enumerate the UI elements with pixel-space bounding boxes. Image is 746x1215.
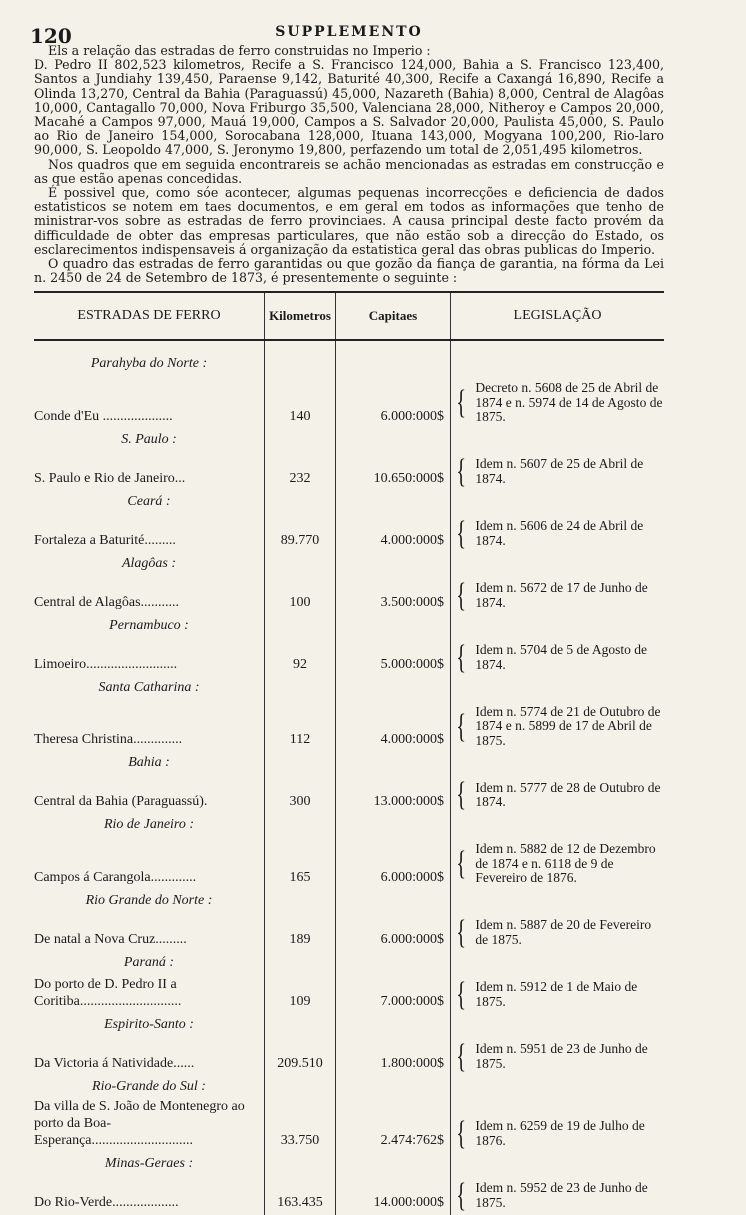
table-row xyxy=(34,637,664,677)
section-row xyxy=(34,752,664,774)
empty-cell xyxy=(336,491,451,513)
railway-name-cell xyxy=(34,575,265,615)
capital-cell: 3.500:000$ xyxy=(336,575,451,615)
empty-cell xyxy=(265,429,336,451)
railway-name-cell xyxy=(34,1175,265,1215)
province-label: Alagôas : xyxy=(121,555,177,571)
empty-cell xyxy=(336,752,451,774)
legislation-cell xyxy=(451,974,665,1014)
empty-cell xyxy=(451,553,665,575)
paragraph: O quadro das estradas de ferro garantidas ou que gozão da fiança de garantia, na fórma da Lei n. 2450 de 24 de Setembro de 1873, é presentemente o seguinte : xyxy=(34,256,664,286)
table-body xyxy=(34,340,664,1215)
legislation-text: Idem n. 5882 de 12 de Dezembro de 1874 e n. 6118 de 9 de Fevereiro de 1876. xyxy=(475,841,656,886)
brace-icon: { xyxy=(456,1176,467,1214)
page-header xyxy=(30,22,664,48)
empty-cell xyxy=(451,491,665,513)
empty-cell xyxy=(265,952,336,974)
capital-cell: 13.000:000$ xyxy=(336,774,451,814)
section-row xyxy=(34,677,664,699)
empty-cell xyxy=(336,1153,451,1175)
railway-name-cell xyxy=(34,1098,265,1153)
province-label: Rio-Grande do Sul : xyxy=(92,1078,206,1094)
railway-name: Theresa Christina.............. xyxy=(34,732,183,748)
railway-name: Do porto de D. Pedro II a Coritiba............................. xyxy=(34,976,182,1009)
legislation xyxy=(451,375,664,429)
section-row xyxy=(34,1014,664,1036)
empty-cell xyxy=(265,752,336,774)
km-cell: 300 xyxy=(265,774,336,814)
page-number: 120 xyxy=(30,24,72,48)
railway-name: Limoeiro.......................... xyxy=(34,656,178,672)
empty-cell xyxy=(451,1014,665,1036)
province-label: Minas-Geraes : xyxy=(104,1155,194,1171)
empty-cell xyxy=(265,814,336,836)
province-label: Santa Catharina : xyxy=(98,679,200,695)
empty-cell xyxy=(265,1014,336,1036)
legislation-text: Idem n. 5704 de 5 de Agosto de 1874. xyxy=(475,642,648,672)
province-label: Pernambuco : xyxy=(109,617,189,633)
empty-cell xyxy=(451,429,665,451)
province-label: Bahia : xyxy=(128,755,170,771)
table-row xyxy=(34,575,664,615)
legislation-text: Idem n. 5777 de 28 de Outubro de 1874. xyxy=(475,779,661,810)
railway-name: S. Paulo e Rio de Janeiro... xyxy=(34,470,186,486)
province-label: Parahyba do Norte : xyxy=(90,356,208,372)
table-row xyxy=(34,912,664,952)
railway-name: Campos á Carangola............. xyxy=(34,869,197,885)
empty-cell xyxy=(336,890,451,912)
km-cell: 112 xyxy=(265,699,336,753)
empty-cell xyxy=(451,677,665,699)
railways-table xyxy=(34,291,664,1215)
section-row xyxy=(34,1153,664,1175)
km-cell: 89.770 xyxy=(265,513,336,553)
empty-cell xyxy=(265,677,336,699)
brace-icon: { xyxy=(456,1037,467,1075)
table-row xyxy=(34,1098,664,1153)
brace-icon: { xyxy=(456,638,467,676)
legislation xyxy=(451,451,664,491)
km-cell: 92 xyxy=(265,637,336,677)
km-cell: 140 xyxy=(265,375,336,429)
legislation-text: Idem n. 5672 de 17 de Junho de 1874. xyxy=(475,580,648,610)
railway-name: Da villa de S. João de Montenegro ao porto da Boa-Esperança............................. xyxy=(34,1098,245,1148)
legislation-text: Idem n. 5774 de 21 de Outubro de 1874 e n. 5899 de 17 de Abril de 1875. xyxy=(475,703,661,748)
table-row xyxy=(34,451,664,491)
empty-cell xyxy=(336,677,451,699)
legislation-cell xyxy=(451,637,665,677)
legislation-text: Idem n. 5607 de 25 de Abril de 1874. xyxy=(475,456,644,486)
empty-cell xyxy=(451,890,665,912)
province-label: Ceará : xyxy=(127,493,171,509)
railway-name-cell xyxy=(34,912,265,952)
section-row xyxy=(34,553,664,575)
legislation-cell xyxy=(451,912,665,952)
km-cell: 232 xyxy=(265,451,336,491)
empty-cell xyxy=(336,814,451,836)
table-row xyxy=(34,375,664,429)
brace-icon: { xyxy=(456,707,467,745)
railway-name-cell xyxy=(34,699,265,753)
legislation-cell xyxy=(451,451,665,491)
capital-cell: 4.000:000$ xyxy=(336,699,451,753)
empty-cell xyxy=(336,615,451,637)
railway-name-cell xyxy=(34,1036,265,1076)
empty-cell xyxy=(451,814,665,836)
legislation xyxy=(451,637,664,677)
legislation xyxy=(451,912,664,952)
railway-name: De natal a Nova Cruz......... xyxy=(34,931,187,947)
prose-block xyxy=(34,44,664,285)
km-cell: 109 xyxy=(265,974,336,1014)
table-row xyxy=(34,774,664,814)
empty-cell xyxy=(451,1153,665,1175)
province-label: Rio Grande do Norte : xyxy=(85,892,213,908)
legislation-text: Decreto n. 5608 de 25 de Abril de 1874 e n. 5974 de 14 de Agosto de 1875. xyxy=(475,380,663,425)
km-cell: 163.435 xyxy=(265,1175,336,1215)
legislation-text: Idem n. 5951 de 23 de Junho de 1875. xyxy=(475,1041,648,1071)
legislation-text: Idem n. 5912 de 1 de Maio de 1875. xyxy=(475,979,638,1009)
empty-cell xyxy=(451,952,665,974)
table-row xyxy=(34,1036,664,1076)
paragraph: É possivel que, como sóe acontecer, algumas pequenas incorrecções e deficiencia de dados estatisticos se notem em taes documentos, e em geral em todos as informações que tenho de ministrar-vos sobre as estradas de ferro provinciaes. A causa principal deste facto provém da difficuldade de obter das empresas particulares, que não estão sob a direcção do Estado, os esclarecimentos indispensaveis á organização da estatistica geral das obras publicas do Imperio. xyxy=(34,185,664,257)
empty-cell xyxy=(265,553,336,575)
capital-cell: 7.000:000$ xyxy=(336,974,451,1014)
capital-cell: 6.000:000$ xyxy=(336,912,451,952)
legislation xyxy=(451,575,664,615)
legislation xyxy=(451,513,664,553)
section-row xyxy=(34,890,664,912)
empty-cell xyxy=(336,429,451,451)
capital-cell: 4.000:000$ xyxy=(336,513,451,553)
railway-name-cell xyxy=(34,836,265,890)
legislation xyxy=(451,836,664,890)
legislation xyxy=(451,1113,664,1153)
legislation-cell xyxy=(451,513,665,553)
document-page xyxy=(30,22,664,1215)
table-row xyxy=(34,974,664,1014)
brace-icon: { xyxy=(456,845,467,883)
province-label: Rio de Janeiro : xyxy=(103,817,195,833)
km-cell: 189 xyxy=(265,912,336,952)
capital-cell: 6.000:000$ xyxy=(336,836,451,890)
brace-icon: { xyxy=(456,452,467,490)
km-cell: 209.510 xyxy=(265,1036,336,1076)
legislation-cell xyxy=(451,1036,665,1076)
km-cell: 100 xyxy=(265,575,336,615)
legislation xyxy=(451,774,664,814)
section-row xyxy=(34,952,664,974)
legislation xyxy=(451,699,664,753)
legislation-text: Idem n. 6259 de 19 de Julho de 1876. xyxy=(475,1118,645,1148)
paragraph: D. Pedro II 802,523 kilometros, Recife a S. Francisco 124,000, Bahia a S. Francisco 123,400, Santos a Jundiahy 139,450, Paraense 9,142, Baturité 40,300, Recife a Caxangá 16,890, Recife a Olinda 13,270, Central da Bahia (Paraguassú) 45,000, Nazareth (Bahia) 8,000, Central de Alagôas 10,000, Cantagallo 70,000, Nova Friburgo 35,500, Valenciana 28,000, Nitheroy e Campos 20,000, Macahé a Campos 97,000, Mauá 19,000, Campos a S. Salvador 20,000, Paulista 45,000, S. Paulo ao Rio de Janeiro 154,000, Sorocabana 128,000, Ituana 143,000, Mogyana 100,200, Rio-laro 90,000, S. Leopoldo 47,000, S. Jeronymo 19,800, perfazendo um total de 2,051,495 kilometros. xyxy=(34,57,664,158)
railway-name-cell xyxy=(34,774,265,814)
empty-cell xyxy=(336,1076,451,1098)
brace-icon: { xyxy=(456,975,467,1013)
legislation-text: Idem n. 5887 de 20 de Fevereiro de 1875. xyxy=(475,917,652,947)
capital-cell: 1.800:000$ xyxy=(336,1036,451,1076)
railway-name: Conde d'Eu .................... xyxy=(34,408,173,424)
legislation xyxy=(451,1175,664,1215)
section-row xyxy=(34,429,664,451)
legislation-cell xyxy=(451,836,665,890)
legislation-cell xyxy=(451,575,665,615)
province-label: S. Paulo : xyxy=(121,431,177,447)
railway-name: Da Victoria á Natividade...... xyxy=(34,1055,195,1071)
railway-name: Central de Alagôas........... xyxy=(34,594,180,610)
legislation xyxy=(451,974,664,1014)
table-row xyxy=(34,1175,664,1215)
province-label: Espirito-Santo : xyxy=(104,1016,194,1032)
empty-cell xyxy=(265,1153,336,1175)
empty-cell xyxy=(451,340,665,375)
legislation-cell xyxy=(451,1098,665,1153)
legislation-cell xyxy=(451,774,665,814)
brace-icon: { xyxy=(456,576,467,614)
capital-cell: 6.000:000$ xyxy=(336,375,451,429)
railway-name-cell xyxy=(34,513,265,553)
header-capital: Capitaes xyxy=(336,292,451,340)
header-km: Kilometros xyxy=(265,292,336,340)
table-header-row xyxy=(34,292,664,340)
railway-name: Central da Bahia (Paraguassú). xyxy=(34,794,208,810)
railway-name-cell xyxy=(34,375,265,429)
brace-icon: { xyxy=(456,776,467,814)
legislation-cell xyxy=(451,699,665,753)
empty-cell xyxy=(336,340,451,375)
empty-cell xyxy=(451,1076,665,1098)
brace-icon: { xyxy=(456,514,467,552)
province-label: Paraná : xyxy=(123,954,175,970)
km-cell: 33.750 xyxy=(265,1098,336,1153)
empty-cell xyxy=(451,752,665,774)
legislation xyxy=(451,1036,664,1076)
empty-cell xyxy=(336,952,451,974)
empty-cell xyxy=(265,890,336,912)
section-row xyxy=(34,615,664,637)
empty-cell xyxy=(336,553,451,575)
empty-cell xyxy=(265,1076,336,1098)
table-row xyxy=(34,513,664,553)
railway-name-cell xyxy=(34,451,265,491)
paragraph: Nos quadros que em seguida encontrareis se achão mencionadas as estradas em construcção e as que estão apenas concedidas. xyxy=(34,156,664,186)
paragraph: Els a relação das estradas de ferro construidas no Imperio : xyxy=(48,43,431,58)
section-row xyxy=(34,1076,664,1098)
railway-name: Fortaleza a Baturité......... xyxy=(34,532,176,548)
legislation-cell xyxy=(451,375,665,429)
capital-cell: 10.650:000$ xyxy=(336,451,451,491)
section-row xyxy=(34,814,664,836)
capital-cell: 5.000:000$ xyxy=(336,637,451,677)
km-cell: 165 xyxy=(265,836,336,890)
capital-cell: 14.000:000$ xyxy=(336,1175,451,1215)
empty-cell xyxy=(265,491,336,513)
section-row xyxy=(34,340,664,375)
header-railways: ESTRADAS DE FERRO xyxy=(34,292,265,340)
page-title: SUPPLEMENTO xyxy=(275,24,423,40)
table-row xyxy=(34,836,664,890)
header-legislation: LEGISLAÇÃO xyxy=(451,292,665,340)
railway-name-cell xyxy=(34,637,265,677)
table-row xyxy=(34,699,664,753)
brace-icon: { xyxy=(456,384,467,422)
legislation-text: Idem n. 5606 de 24 de Abril de 1874. xyxy=(475,518,644,548)
railway-name: Do Rio-Verde................... xyxy=(34,1194,179,1210)
empty-cell xyxy=(336,1014,451,1036)
section-row xyxy=(34,491,664,513)
brace-icon: { xyxy=(456,913,467,951)
empty-cell xyxy=(451,615,665,637)
legislation-cell xyxy=(451,1175,665,1215)
legislation-text: Idem n. 5952 de 23 de Junho de 1875. xyxy=(475,1180,648,1210)
brace-icon: { xyxy=(456,1114,467,1152)
empty-cell xyxy=(265,340,336,375)
railway-name-cell xyxy=(34,974,265,1014)
empty-cell xyxy=(265,615,336,637)
capital-cell: 2.474:762$ xyxy=(336,1098,451,1153)
